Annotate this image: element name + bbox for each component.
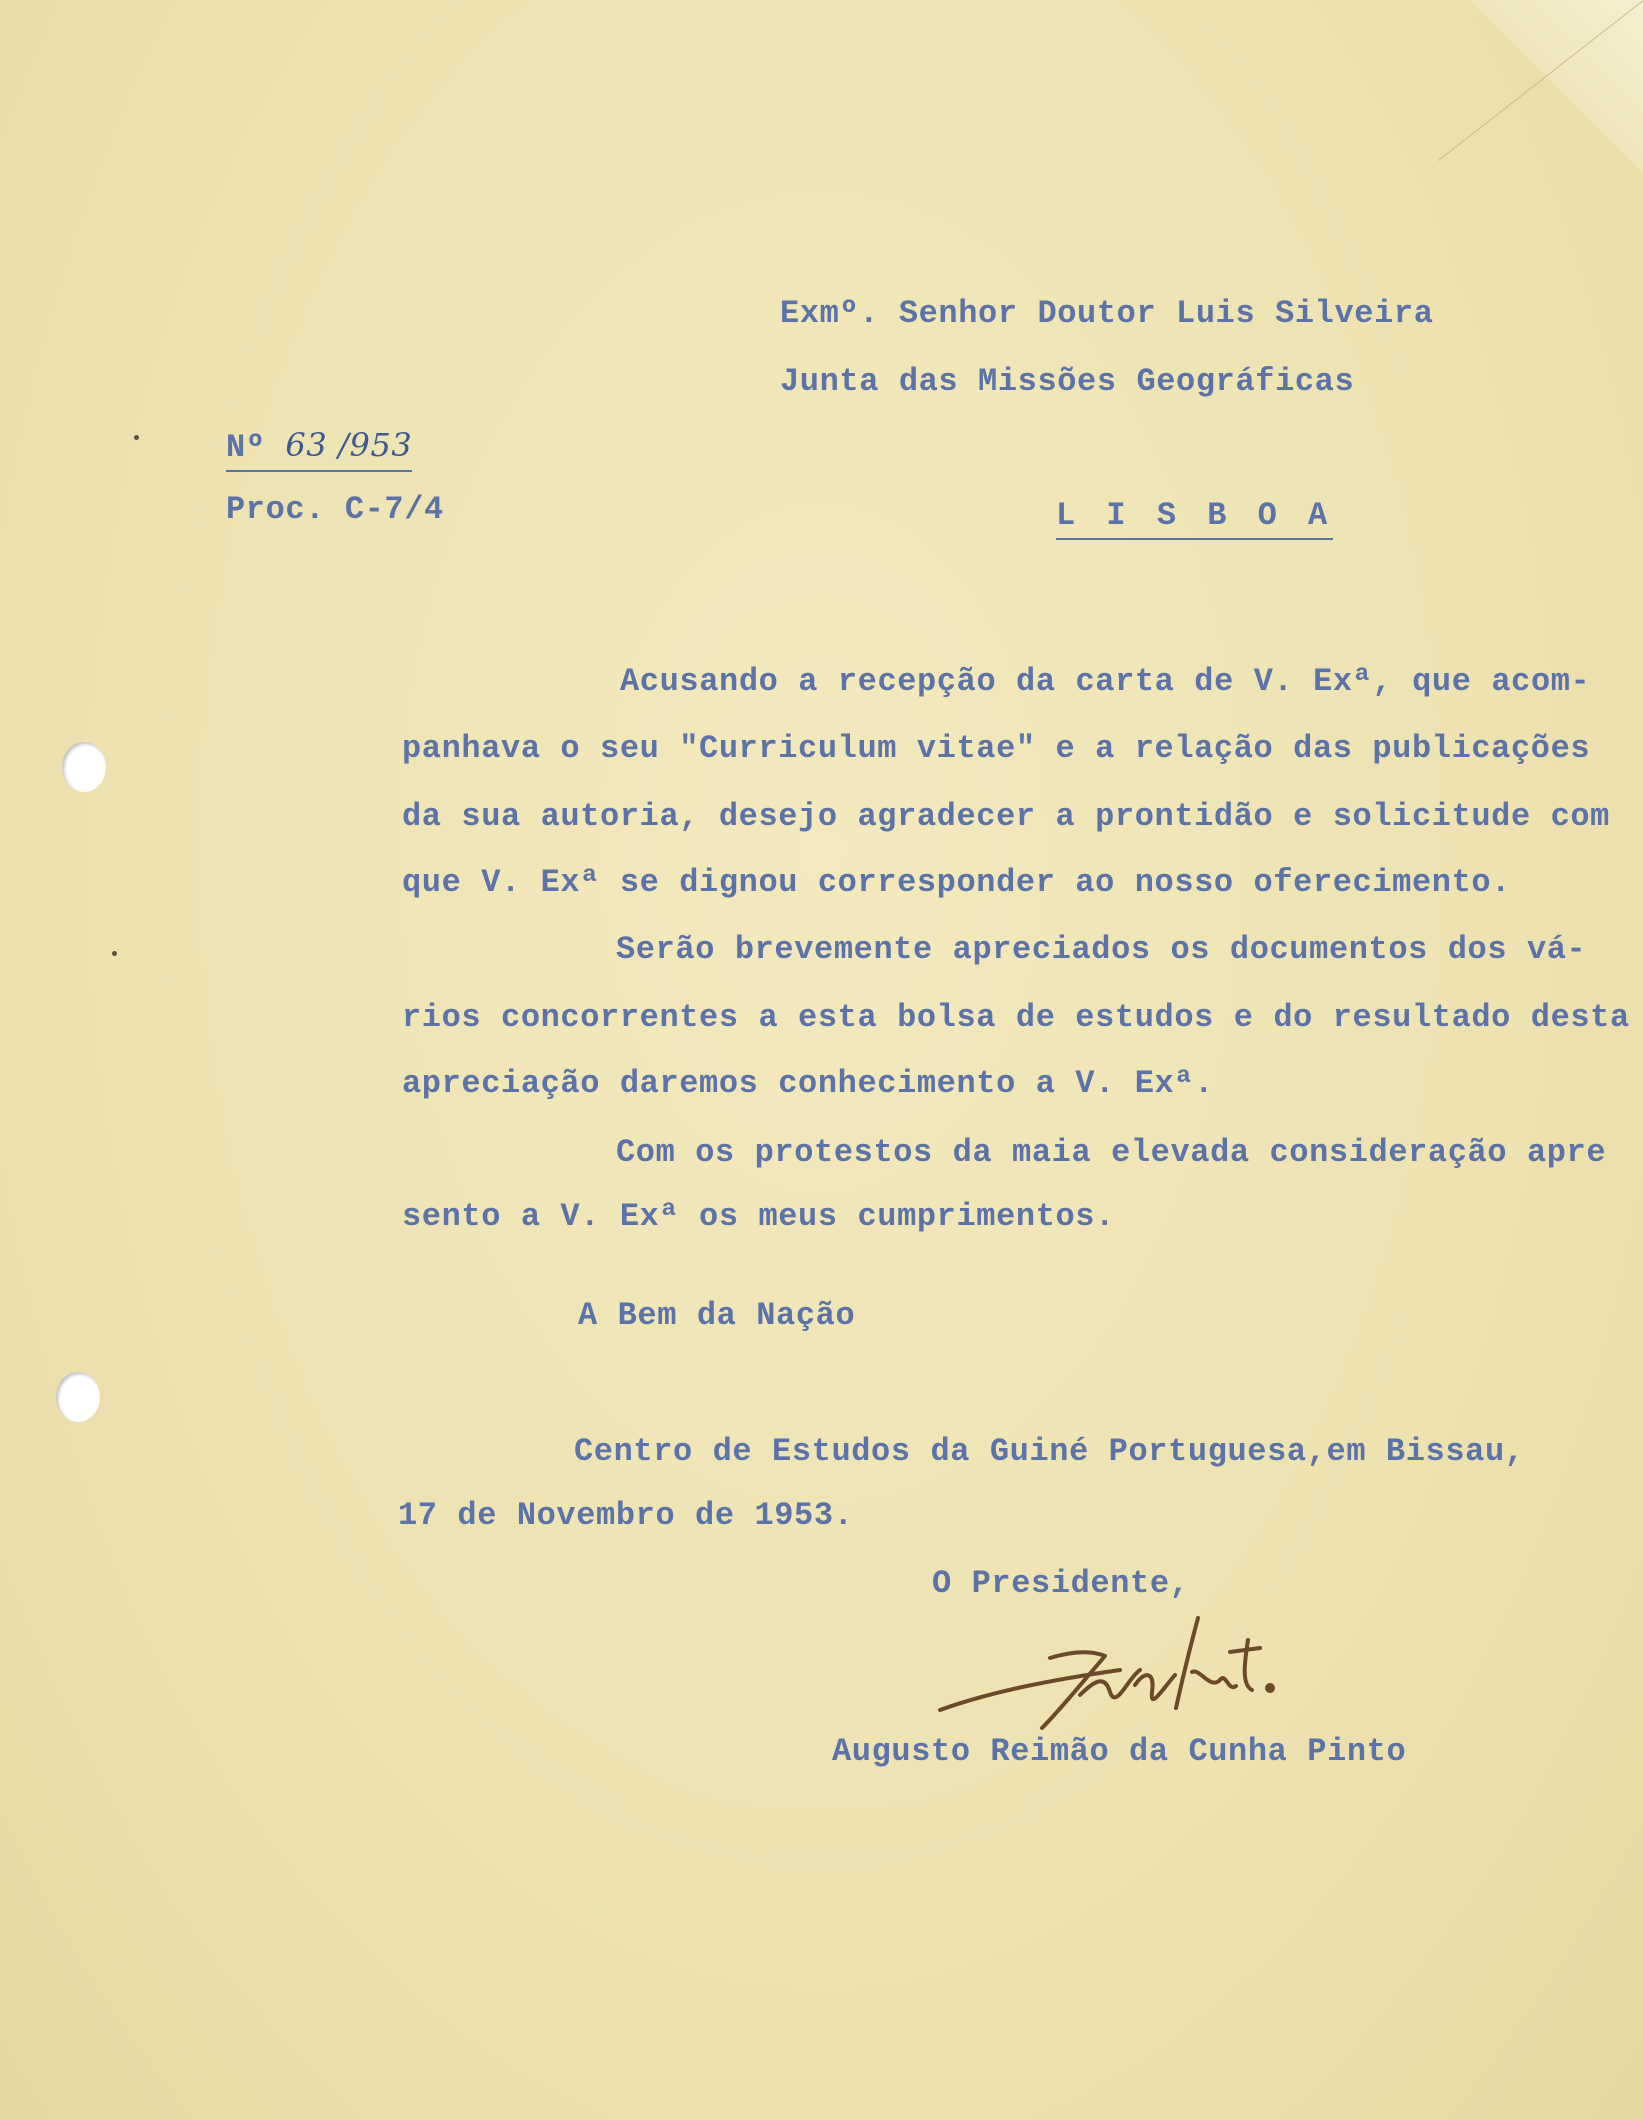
- reference-number-value: 63 /953: [285, 426, 413, 464]
- punch-hole-upper: [62, 742, 106, 792]
- punch-hole-lower: [56, 1372, 100, 1422]
- signer-title: O Presidente,: [932, 1565, 1190, 1602]
- signer-name: Augusto Reimão da Cunha Pinto: [832, 1733, 1407, 1770]
- reference-number-label: Nº: [226, 429, 266, 466]
- body-line: Com os protestos da maia elevada consideração apre: [616, 1134, 1607, 1171]
- body-line: da sua autoria, desejo agradecer a prontidão e solicitude com: [402, 798, 1610, 835]
- body-line: rios concorrentes a esta bolsa de estudos e do resultado desta: [402, 999, 1630, 1036]
- body-line: Acusando a recepção da carta de V. Exª, que acom-: [620, 663, 1591, 700]
- closing-salutation: A Bem da Nação: [578, 1297, 856, 1334]
- recipient-line2: Junta das Missões Geográficas: [780, 363, 1355, 400]
- closing-date: 17 de Novembro de 1953.: [398, 1497, 854, 1534]
- handwritten-signature: [930, 1600, 1370, 1750]
- body-line: sento a V. Exª os meus cumprimentos.: [402, 1198, 1115, 1235]
- body-line: apreciação daremos conhecimento a V. Exª.: [402, 1065, 1214, 1102]
- recipient-line1: Exmº. Senhor Doutor Luis Silveira: [780, 295, 1434, 332]
- reference-number: [226, 425, 412, 472]
- body-line: panhava o seu "Curriculum vitae" e a relação das publicações: [402, 730, 1591, 767]
- body-line: que V. Exª se dignou corresponder ao nosso oferecimento.: [402, 864, 1511, 901]
- ink-speck: [112, 951, 117, 956]
- reference-proc: Proc. C-7/4: [226, 491, 444, 528]
- ink-speck: [134, 435, 139, 440]
- recipient-city: L I S B O A: [1056, 496, 1333, 540]
- body-line: Serão brevemente apreciados os documentos dos vá-: [616, 931, 1587, 968]
- closing-place: Centro de Estudos da Guiné Portuguesa,em Bissau,: [574, 1433, 1525, 1470]
- folded-corner: [1463, 0, 1643, 200]
